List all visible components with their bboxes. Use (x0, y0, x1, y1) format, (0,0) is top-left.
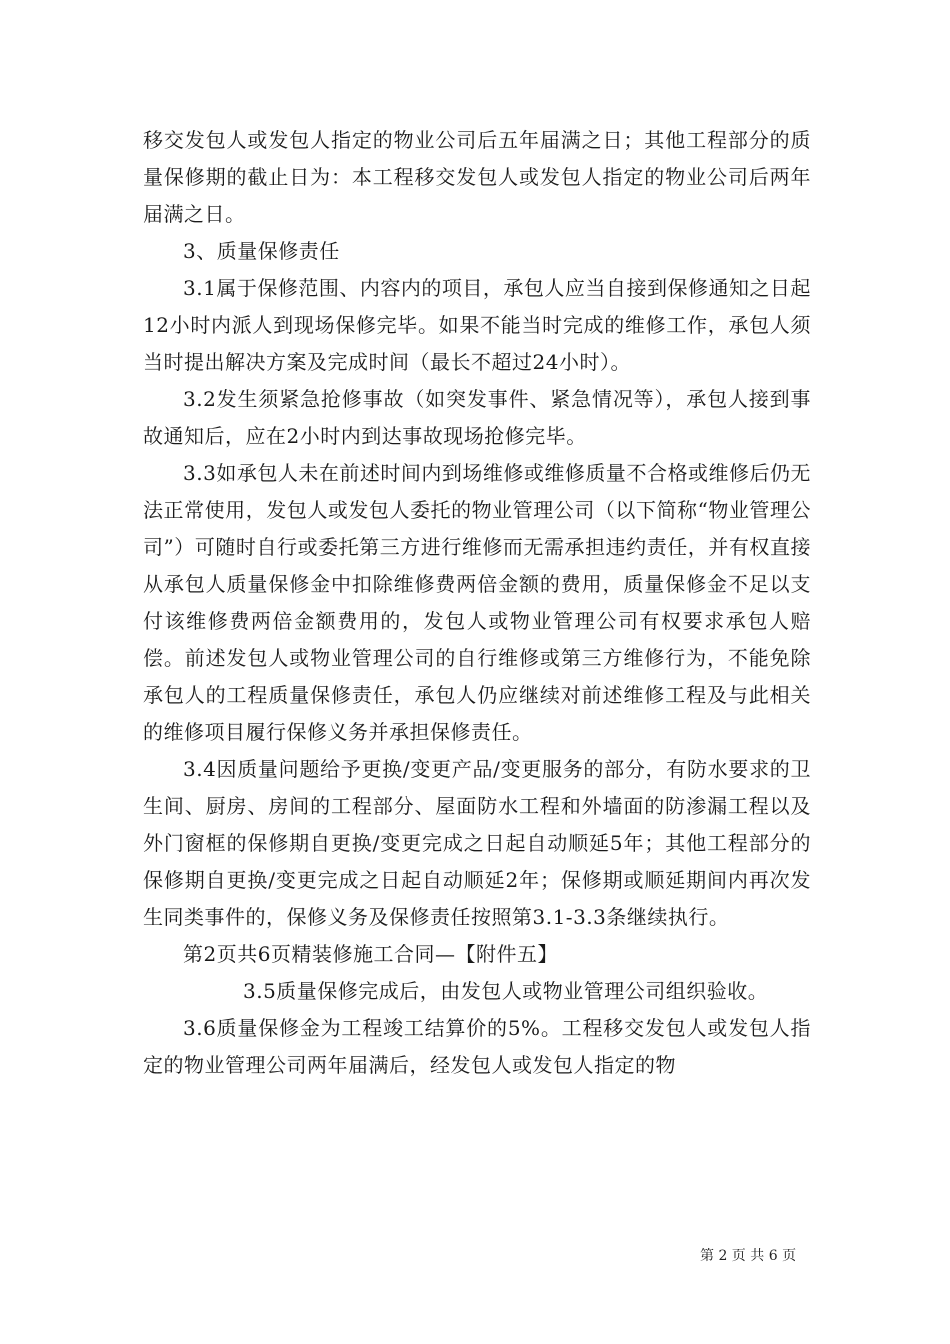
paragraph-clause-3-6: 3.6质量保修金为工程竣工结算价的5%。工程移交发包人或发包人指定的物业管理公司两年届满后，经发包人或发包人指定的物 (143, 1016, 811, 1077)
paragraph-clause-3-3: 3.3如承包人未在前述时间内到场维修或维修质量不合格或维修后仍无法正常使用，发包人或发包人委托的物业管理公司（以下简称“物业管理公司”）可随时自行或委托第三方进行维修而无需承担违约责任，并有权直接从承包人质量保修金中扣除维修费两倍金额的费用，质量保修金不足以支付该维修费两倍金额费用的，发包人或物业管理公司有权要求承包人赔偿。前述发包人或物业管理公司的自行维修或第三方维修行为，不能免除承包人的工程质量保修责任，承包人仍应继续对前述维修工程及与此相关的维修项目履行保修义务并承担保修责任。 (143, 461, 811, 744)
section-heading-warranty-responsibility: 3、质量保修责任 (183, 239, 340, 263)
paragraph-clause-3-4: 3.4因质量问题给予更换/变更产品/变更服务的部分，有防水要求的卫生间、厨房、房间的工程部分、屋面防水工程和外墙面的防渗漏工程以及外门窗框的保修期自更换/变更完成之日起自动顺延5年；其他工程部分的保修期自更换/变更完成之日起自动顺延2年；保修期或顺延期间内再次发生同类事件的，保修义务及保修责任按照第3.1-3.3条继续执行。 (143, 757, 811, 929)
inline-page-marker: 第2页共6页精装修施工合同—【附件五】 (183, 942, 558, 966)
page-number-footer: 第 2 页 共 6 页 (700, 1248, 797, 1264)
paragraph-clause-3-2: 3.2发生须紧急抢修事故（如突发事件、紧急情况等），承包人接到事故通知后，应在2小时内到达事故现场抢修完毕。 (143, 387, 811, 448)
paragraph-warranty-period-end: 移交发包人或发包人指定的物业公司后五年届满之日；其他工程部分的质量保修期的截止日为：本工程移交发包人或发包人指定的物业公司后两年届满之日。 (143, 128, 811, 226)
paragraph-clause-3-1: 3.1属于保修范围、内容内的项目，承包人应当自接到保修通知之日起12小时内派人到现场保修完毕。如果不能当时完成的维修工作，承包人须当时提出解决方案及完成时间（最长不超过24小时）。 (143, 276, 811, 374)
document-body (143, 122, 811, 1084)
paragraph-clause-3-5: 3.5质量保修完成后，由发包人或物业管理公司组织验收。 (243, 979, 769, 1003)
